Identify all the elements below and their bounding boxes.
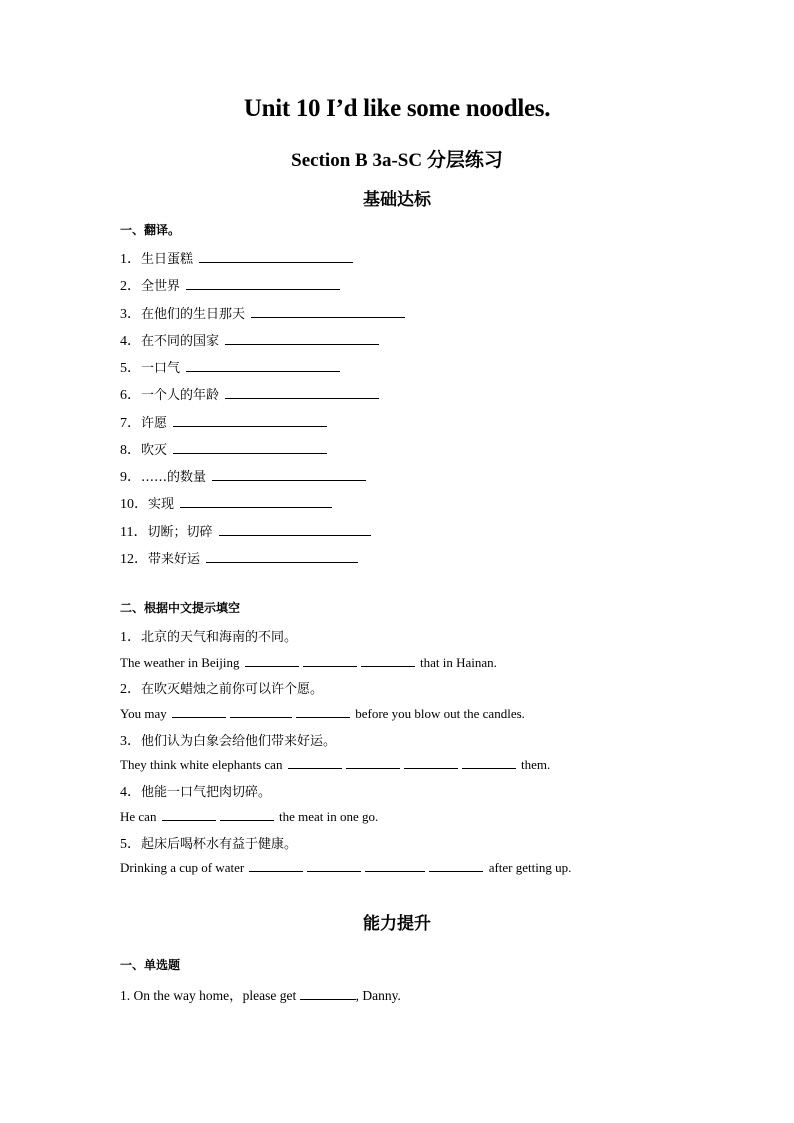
answer-blank[interactable] xyxy=(162,808,216,821)
answer-blank[interactable] xyxy=(300,987,356,1000)
answer-blank[interactable] xyxy=(245,654,299,667)
answer-blank[interactable] xyxy=(249,859,303,872)
answer-blank[interactable] xyxy=(186,358,340,372)
answer-blank[interactable] xyxy=(365,859,425,872)
answer-blank[interactable] xyxy=(462,756,516,769)
answer-blank[interactable] xyxy=(186,276,340,290)
section-subtitle: Section B 3a-SC 分层练习 xyxy=(291,150,503,171)
translation-item: 3．在他们的生日那天 xyxy=(120,304,405,323)
fill-sentence-en: The weather in Beijing that in Hainan. xyxy=(120,655,497,670)
translation-item: 2．全世界 xyxy=(120,276,340,295)
translation-item: 4．在不同的国家 xyxy=(120,331,379,350)
translation-heading: 一、翻译。 xyxy=(120,223,181,237)
translation-item: 12．带来好运 xyxy=(120,549,358,568)
translation-item: 7．许愿 xyxy=(120,413,327,432)
level-advanced-title: 能力提升 xyxy=(363,914,431,934)
fill-prompt-cn: 3．他们认为白象会给他们带来好运。 xyxy=(120,734,337,749)
translation-item: 11．切断；切碎 xyxy=(120,522,371,541)
page-title: Unit 10 I’d like some noodles. xyxy=(243,95,551,122)
fill-prompt-cn: 1．北京的天气和海南的不同。 xyxy=(120,630,298,645)
answer-blank[interactable] xyxy=(212,467,366,481)
translation-item: 5．一口气 xyxy=(120,358,340,377)
answer-blank[interactable] xyxy=(251,304,405,318)
answer-blank[interactable] xyxy=(199,249,353,263)
mcq-question: 1. On the way home，please get , Danny. xyxy=(120,988,401,1003)
fill-heading: 二、根据中文提示填空 xyxy=(120,601,241,615)
translation-item: 6．一个人的年龄 xyxy=(120,385,379,404)
answer-blank[interactable] xyxy=(219,522,371,536)
translation-item: 1．生日蛋糕 xyxy=(120,249,353,268)
answer-blank[interactable] xyxy=(180,494,332,508)
fill-prompt-cn: 4．他能一口气把肉切碎。 xyxy=(120,785,272,800)
answer-blank[interactable] xyxy=(404,756,458,769)
answer-blank[interactable] xyxy=(307,859,361,872)
fill-prompt-cn: 2．在吹灭蜡烛之前你可以许个愿。 xyxy=(120,682,324,697)
mcq-heading: 一、单选题 xyxy=(120,958,181,972)
answer-blank[interactable] xyxy=(361,654,415,667)
answer-blank[interactable] xyxy=(220,808,274,821)
answer-blank[interactable] xyxy=(346,756,400,769)
answer-blank[interactable] xyxy=(172,705,226,718)
level-basic-title: 基础达标 xyxy=(363,190,431,210)
fill-sentence-en: He can the meat in one go. xyxy=(120,809,379,824)
fill-sentence-en: You may before you blow out the candles. xyxy=(120,706,525,721)
fill-sentence-en: Drinking a cup of water after getting up. xyxy=(120,860,572,875)
translation-item: 10．实现 xyxy=(120,494,332,513)
answer-blank[interactable] xyxy=(206,549,358,563)
answer-blank[interactable] xyxy=(225,331,379,345)
answer-blank[interactable] xyxy=(303,654,357,667)
answer-blank[interactable] xyxy=(225,385,379,399)
answer-blank[interactable] xyxy=(288,756,342,769)
answer-blank[interactable] xyxy=(296,705,350,718)
fill-sentence-en: They think white elephants can them. xyxy=(120,757,551,772)
answer-blank[interactable] xyxy=(173,440,327,454)
answer-blank[interactable] xyxy=(429,859,483,872)
answer-blank[interactable] xyxy=(230,705,292,718)
fill-prompt-cn: 5．起床后喝杯水有益于健康。 xyxy=(120,837,298,852)
translation-item: 9．……的数量 xyxy=(120,467,366,486)
translation-item: 8．吹灭 xyxy=(120,440,327,459)
answer-blank[interactable] xyxy=(173,413,327,427)
